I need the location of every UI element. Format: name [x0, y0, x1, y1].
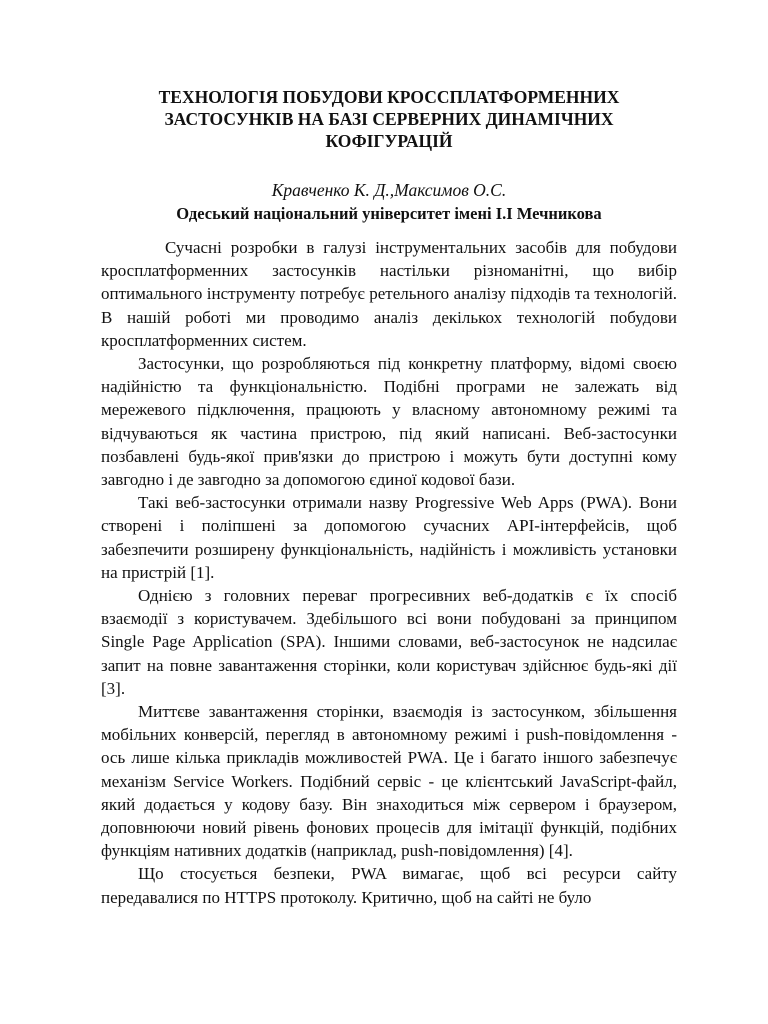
body-paragraph: Такі веб-застосунки отримали назву Progressive Web Apps (PWA). Вони створені і поліпшені за допомогою сучасних API-інтерфейсів, щоб забезпечити розширену функціональність, надійність і можливість установки на пристрій [1]. [101, 493, 677, 582]
abstract: Сучасні розробки в галузі інструментальних засобів для побудови кросплатформенних застосунків настільки різноманітні, що вибір оптимального інструменту потребує ретельного аналізу підходів та технологій. В нашій роботі ми проводимо аналіз декількох технологій побудови кросплатформенних систем. [101, 238, 677, 350]
paper-page [101, 86, 677, 909]
body-paragraph: Що стосується безпеки, PWA вимагає, щоб всі ресурси сайту передавалися по HTTPS протоколу. Критично, щоб на сайті не було [101, 864, 677, 907]
body-paragraph: Однією з головних переваг прогресивних веб-додатків є їх спосіб взаємодії з користувачем. Здебільшого всі вони побудовані за принципом Single Page Application (SPA). Іншими словами, веб-застосунок не надсилає запит на повне завантаження сторінки, коли користувач здійснює будь-які дії [3]. [101, 586, 677, 698]
body-paragraph: Миттєве завантаження сторінки, взаємодія із застосунком, збільшення мобільних конверсій, перегляд в автономному режимі і push-повідомлення - ось лише кілька прикладів можливостей PWA. Це і багато іншого забезпечує механізм Service Workers. Подібний сервіс - це клієнтський JavaScript-файл, який додається у кодову базу. Він знаходиться між сервером і браузером, доповнюючи новий рівень фонових процесів для імітації функцій, подібних функціям нативних додатків (наприклад, push-повідомлення) [4]. [101, 702, 677, 861]
paper-title: ТЕХНОЛОГІЯ ПОБУДОВИ КРОССПЛАТФОРМЕННИХ ЗАСТОСУНКІВ НА БАЗІ СЕРВЕРНИХ ДИНАМІЧНИХ КОФІГУРАЦІЙ [158, 87, 620, 151]
authors: Кравченко К. Д.,Максимов О.С. [271, 180, 507, 200]
affiliation: Одеський національний університет імені І.І Мечникова [176, 204, 602, 223]
body-paragraph: Застосунки, що розробляються під конкретну платформу, відомі своєю надійністю та функціональністю. Подібні програми не залежать від мережевого підключення, працюють у власному автономному режимі та відчуваються як частина пристрою, під який написані. Веб-застосунки позбавлені будь-якої прив'язки до пристрою і можуть бути доступні кому завгодно і де завгодно за допомогою єдиної кодової бази. [101, 354, 677, 490]
